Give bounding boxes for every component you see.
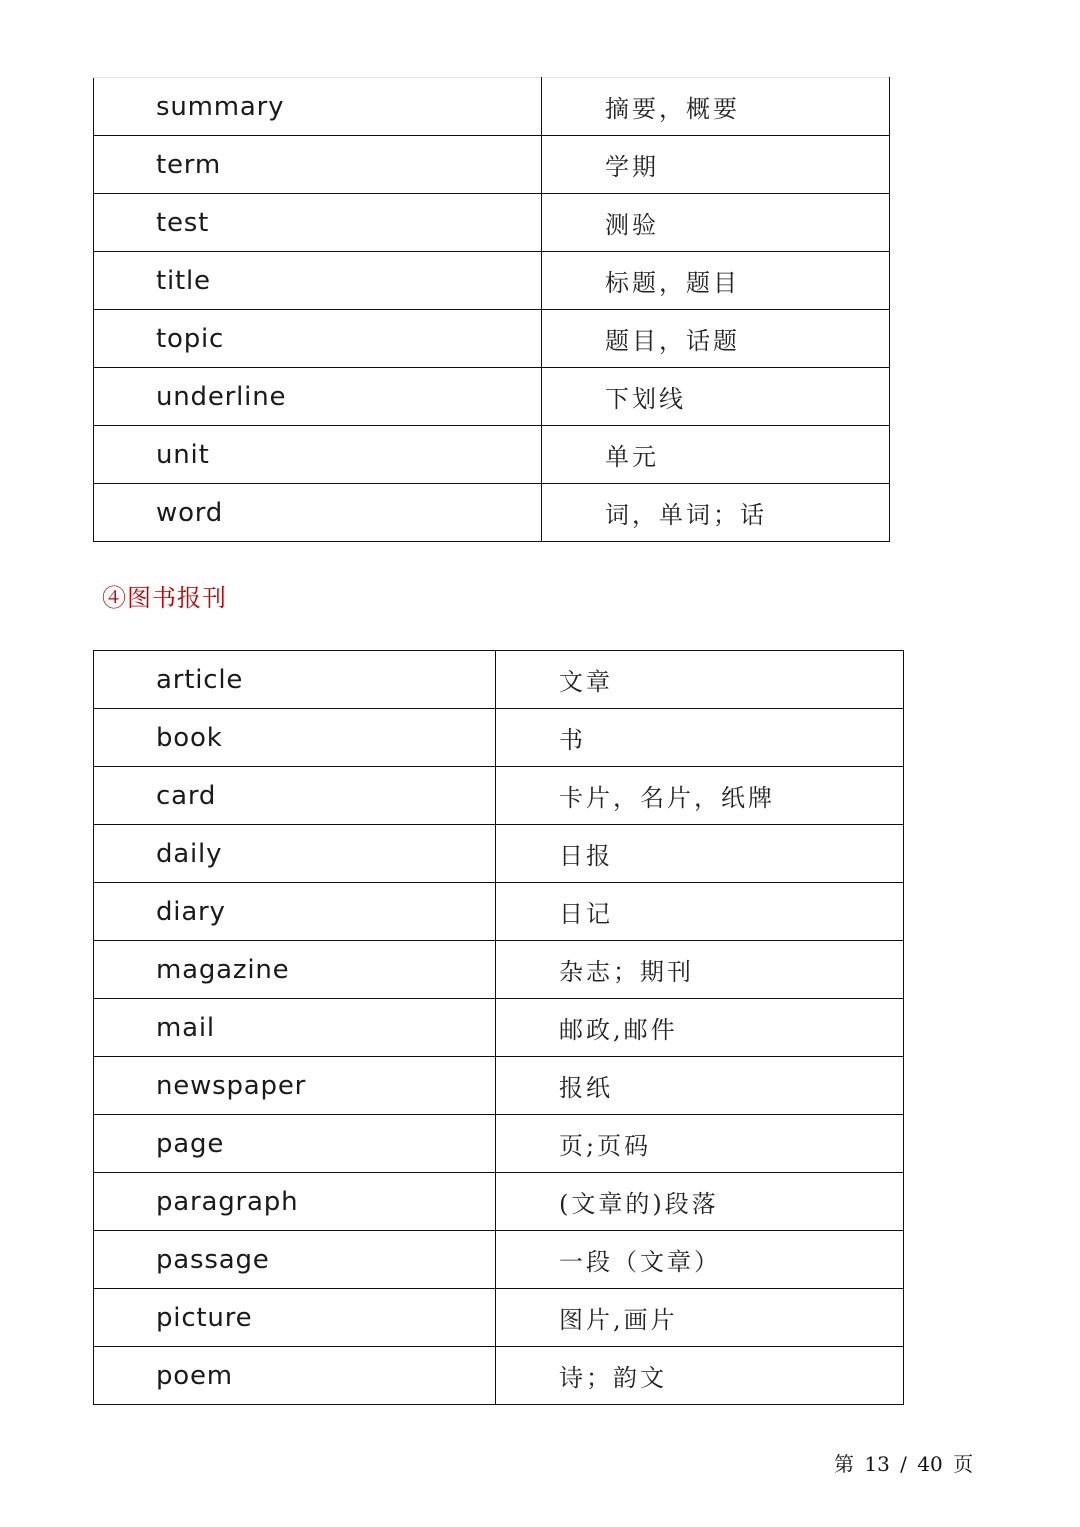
english-word: poem bbox=[94, 1347, 496, 1405]
table-row bbox=[94, 883, 904, 941]
chinese-meaning: 书 bbox=[496, 709, 904, 767]
table-row bbox=[94, 1289, 904, 1347]
table-row bbox=[94, 368, 890, 426]
english-word: book bbox=[94, 709, 496, 767]
table-row bbox=[94, 194, 890, 252]
english-word: picture bbox=[94, 1289, 496, 1347]
english-word: word bbox=[94, 484, 542, 542]
english-word: newspaper bbox=[94, 1057, 496, 1115]
english-word: topic bbox=[94, 310, 542, 368]
english-word: article bbox=[94, 651, 496, 709]
page-number: 第 13 / 40 页 bbox=[834, 1452, 974, 1476]
chinese-meaning: 单元 bbox=[542, 426, 890, 484]
table-row bbox=[94, 941, 904, 999]
chinese-meaning: 文章 bbox=[496, 651, 904, 709]
table-row bbox=[94, 1347, 904, 1405]
table-row bbox=[94, 1231, 904, 1289]
vocab-table-1 bbox=[93, 77, 890, 542]
english-word: summary bbox=[94, 78, 542, 136]
table-row bbox=[94, 825, 904, 883]
chinese-meaning: 摘要，概要 bbox=[542, 78, 890, 136]
english-word: term bbox=[94, 136, 542, 194]
table-row bbox=[94, 426, 890, 484]
table-row bbox=[94, 651, 904, 709]
english-word: paragraph bbox=[94, 1173, 496, 1231]
table-row bbox=[94, 1057, 904, 1115]
chinese-meaning: 卡片，名片，纸牌 bbox=[496, 767, 904, 825]
english-word: passage bbox=[94, 1231, 496, 1289]
vocab-table-2 bbox=[93, 650, 904, 1405]
table-row bbox=[94, 767, 904, 825]
table-row bbox=[94, 709, 904, 767]
english-word: underline bbox=[94, 368, 542, 426]
english-word: daily bbox=[94, 825, 496, 883]
english-word: page bbox=[94, 1115, 496, 1173]
chinese-meaning: 下划线 bbox=[542, 368, 890, 426]
table-row bbox=[94, 999, 904, 1057]
chinese-meaning: 诗；韵文 bbox=[496, 1347, 904, 1405]
chinese-meaning: 题目，话题 bbox=[542, 310, 890, 368]
table-row bbox=[94, 484, 890, 542]
chinese-meaning: 日报 bbox=[496, 825, 904, 883]
table-row bbox=[94, 252, 890, 310]
english-word: unit bbox=[94, 426, 542, 484]
chinese-meaning: 报纸 bbox=[496, 1057, 904, 1115]
chinese-meaning: 标题，题目 bbox=[542, 252, 890, 310]
english-word: mail bbox=[94, 999, 496, 1057]
chinese-meaning: 测验 bbox=[542, 194, 890, 252]
chinese-meaning: 一段（文章） bbox=[496, 1231, 904, 1289]
english-word: diary bbox=[94, 883, 496, 941]
table-row bbox=[94, 1115, 904, 1173]
english-word: test bbox=[94, 194, 542, 252]
table-row bbox=[94, 78, 890, 136]
chinese-meaning: 日记 bbox=[496, 883, 904, 941]
chinese-meaning: 词，单词；话 bbox=[542, 484, 890, 542]
chinese-meaning: 页;页码 bbox=[496, 1115, 904, 1173]
chinese-meaning: 学期 bbox=[542, 136, 890, 194]
chinese-meaning: 杂志；期刊 bbox=[496, 941, 904, 999]
chinese-meaning: 邮政,邮件 bbox=[496, 999, 904, 1057]
table-row bbox=[94, 136, 890, 194]
chinese-meaning: (文章的)段落 bbox=[496, 1173, 904, 1231]
table-row bbox=[94, 1173, 904, 1231]
english-word: magazine bbox=[94, 941, 496, 999]
english-word: title bbox=[94, 252, 542, 310]
table-row bbox=[94, 310, 890, 368]
chinese-meaning: 图片,画片 bbox=[496, 1289, 904, 1347]
english-word: card bbox=[94, 767, 496, 825]
section-heading: ④图书报刊 bbox=[102, 584, 227, 612]
